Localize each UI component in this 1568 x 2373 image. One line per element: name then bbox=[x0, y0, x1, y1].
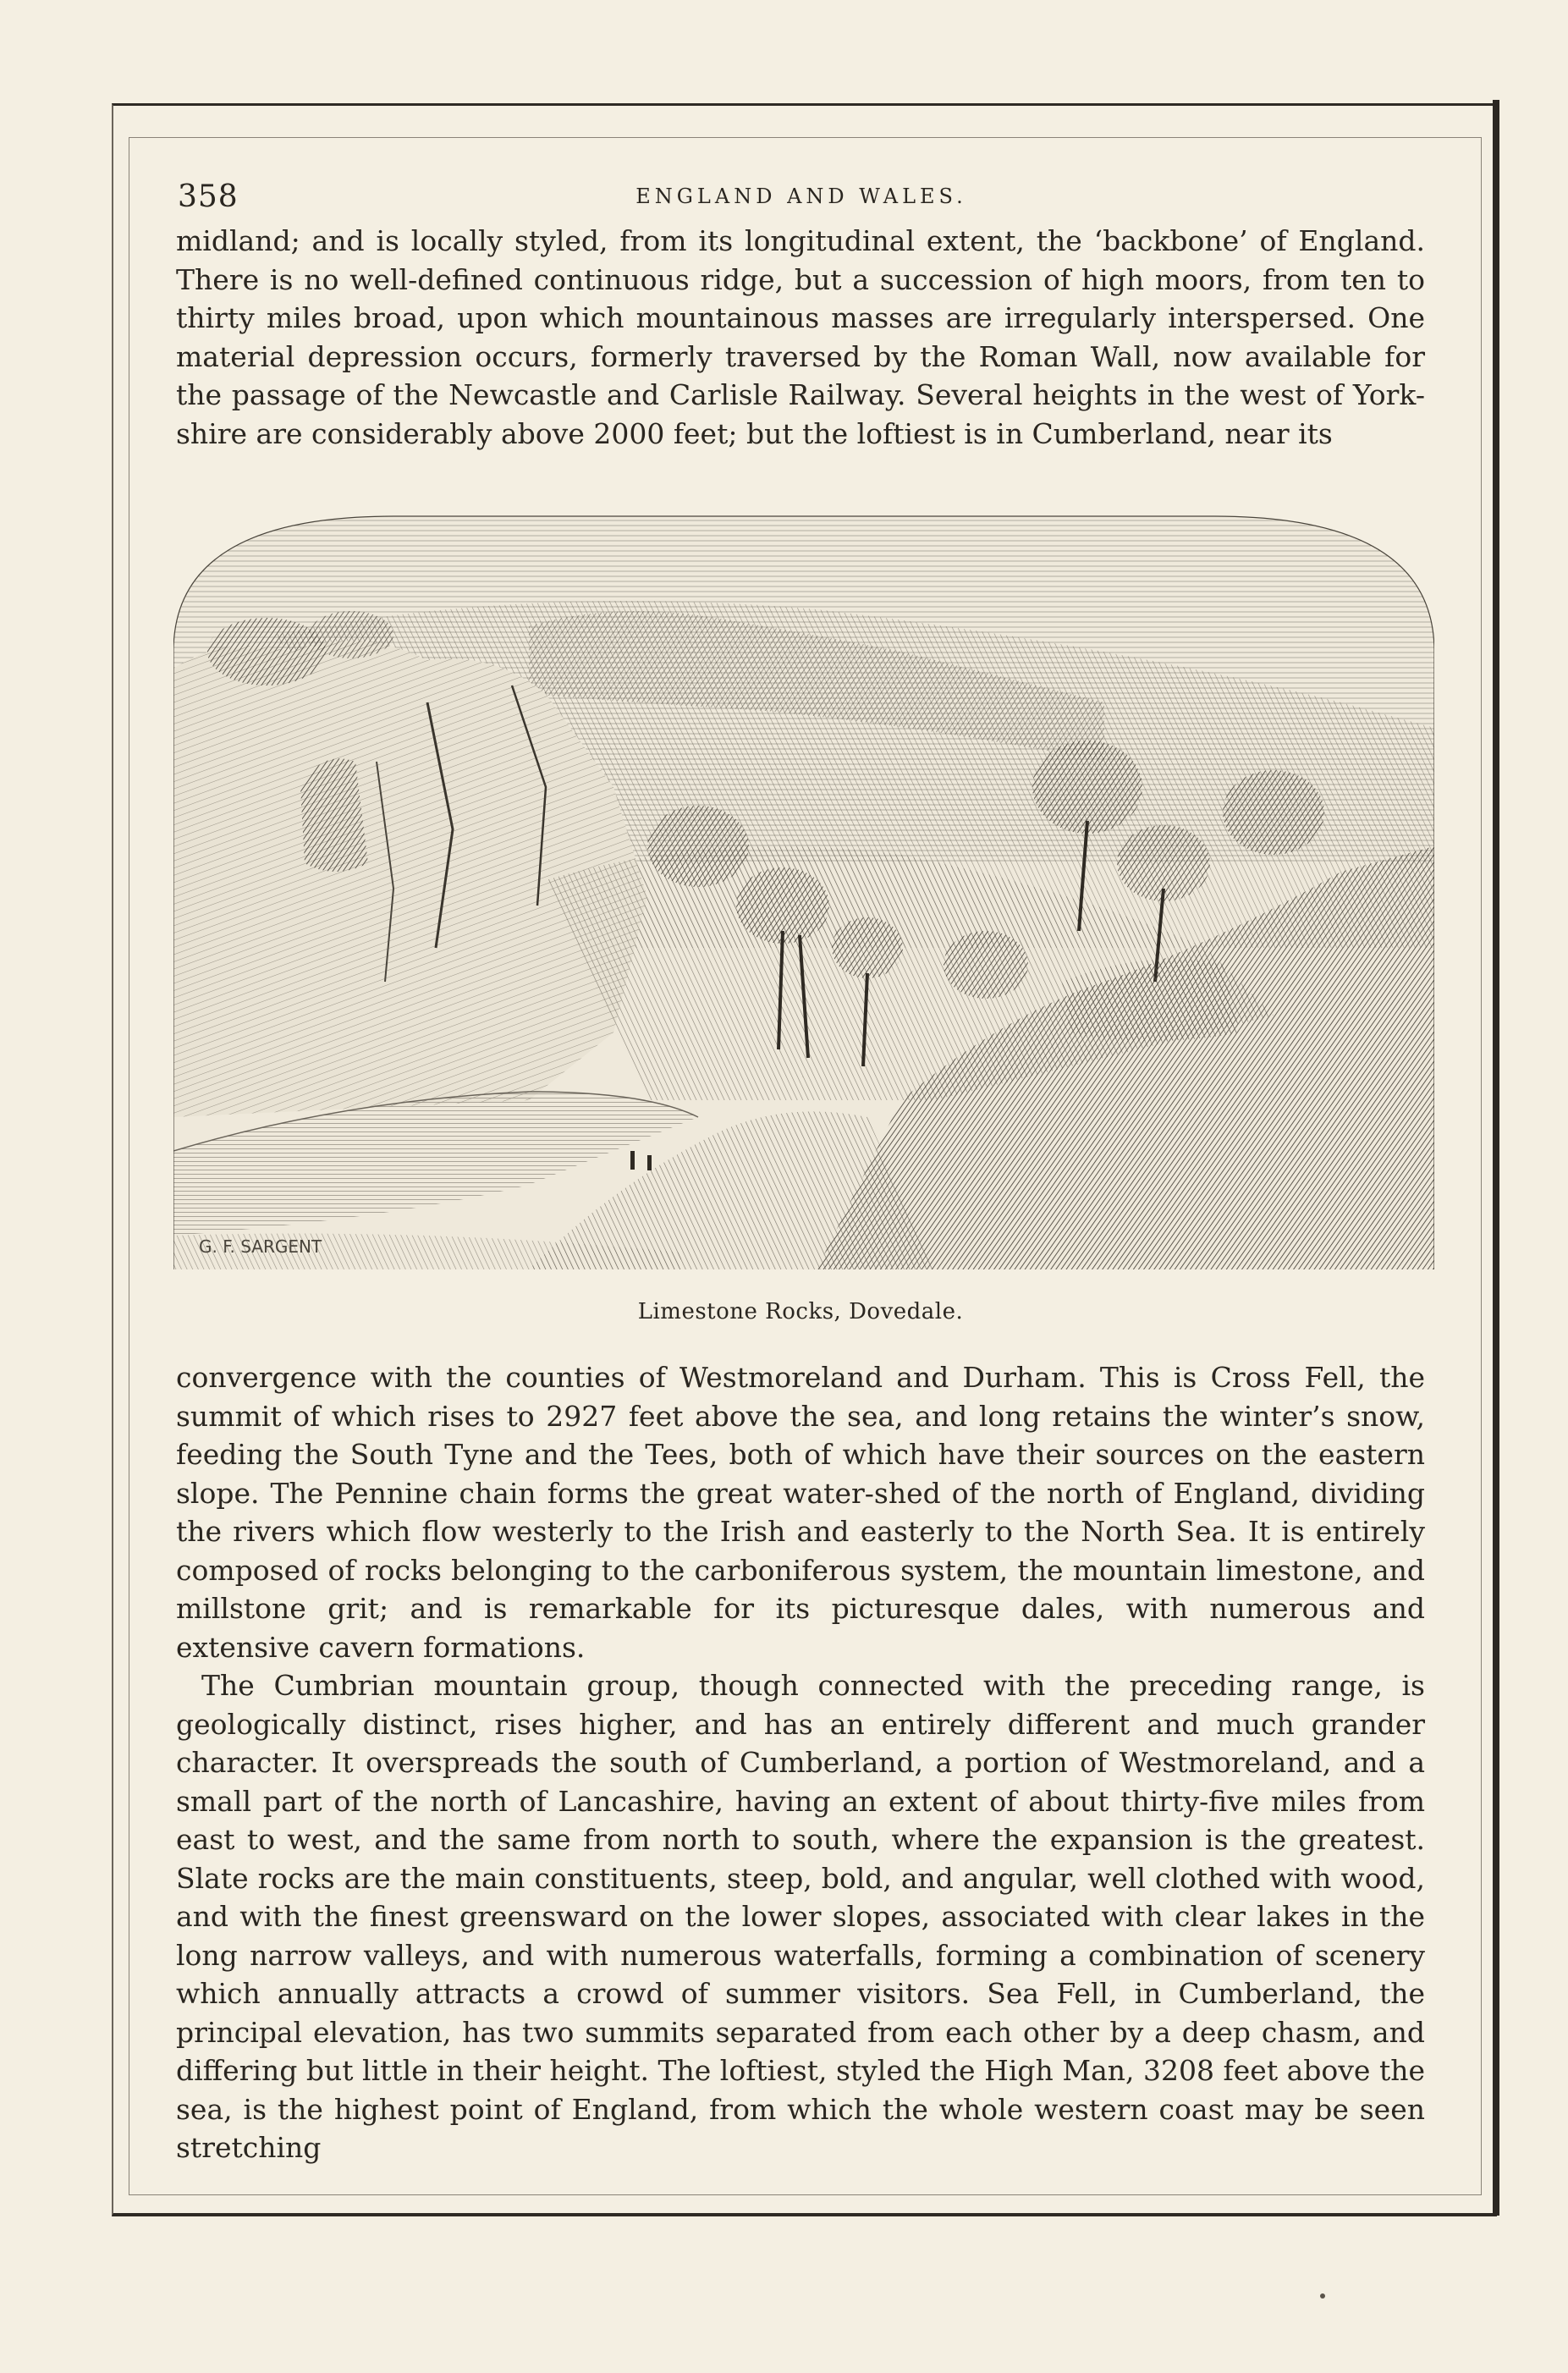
paragraph: convergence with the counties of Westmoreland and Durham. This is Cross Fell, the summit of which rises to 2927 feet above the sea, and long retains the winter’s snow, feeding the South Tyne and the Tees, both of which have their sources on the eastern slope. The Pennine chain forms the great water-shed of the north of England, dividing the rivers which flow westerly to the Irish and easterly to the North Sea. It is entirely composed of rocks belonging to the carboniferous system, the mountain limestone, and millstone grit; and is remarkable for its picturesque dales, with numerous and extensive cavern formations. bbox=[176, 1361, 1425, 1664]
engraving-limestone-rocks bbox=[173, 508, 1434, 1269]
paragraph: midland; and is locally styled, from its longitudinal extent, the ‘backbone’ of England. There is no well-defined continuous ridge, but a succession of high moors, from ten to thirty miles broad, upon which mountainous masses are irregularly interspersed. One material depression occurs, formerly traversed by the Roman Wall, now available for the passage of the Newcastle and Carlisle Railway. Several heights in the west of York-shire are considerably above 2000 feet; but the loftiest is in Cumberland, near its bbox=[176, 224, 1425, 450]
page-header bbox=[178, 179, 1425, 222]
figure-caption: Limestone Rocks, Dovedale. bbox=[637, 1299, 964, 1324]
text-block-top bbox=[176, 222, 1425, 453]
paragraph: The Cumbrian mountain group, though connected with the preceding range, is geologically distinct, rises higher, and has an entirely different and much grander character. It overspreads the south of Cumberland, a portion of Westmoreland, and a small part of the north of Lancashire, having an extent of about thirty-five miles from east to west, and the same from north to south, where the expansion is the greatest. Slate rocks are the main constituents, steep, bold, and angular, well clothed with wood, and with the finest greensward on the lower slopes, associated with clear lakes in the long narrow valleys, and with numerous waterfalls, forming a combination of scenery which annually attracts a crowd of summer visitors. Sea Fell, in Cumberland, the principal elevation, has two summits separated from each other by a deep chasm, and differing but little in their height. The loftiest, styled the High Man, 3208 feet above the sea, is the highest point of England, from which the whole western coast may be seen stretching bbox=[176, 1669, 1425, 2164]
text-block-bottom bbox=[176, 1358, 1425, 2167]
illustration bbox=[173, 508, 1434, 1269]
engraver-signature: G. F. SARGENT bbox=[199, 1236, 322, 1257]
ink-spot bbox=[1320, 2293, 1325, 2299]
running-head: ENGLAND AND WALES. bbox=[635, 184, 967, 208]
page-border-right-edge bbox=[1493, 100, 1499, 2216]
page-number: 358 bbox=[178, 179, 239, 214]
